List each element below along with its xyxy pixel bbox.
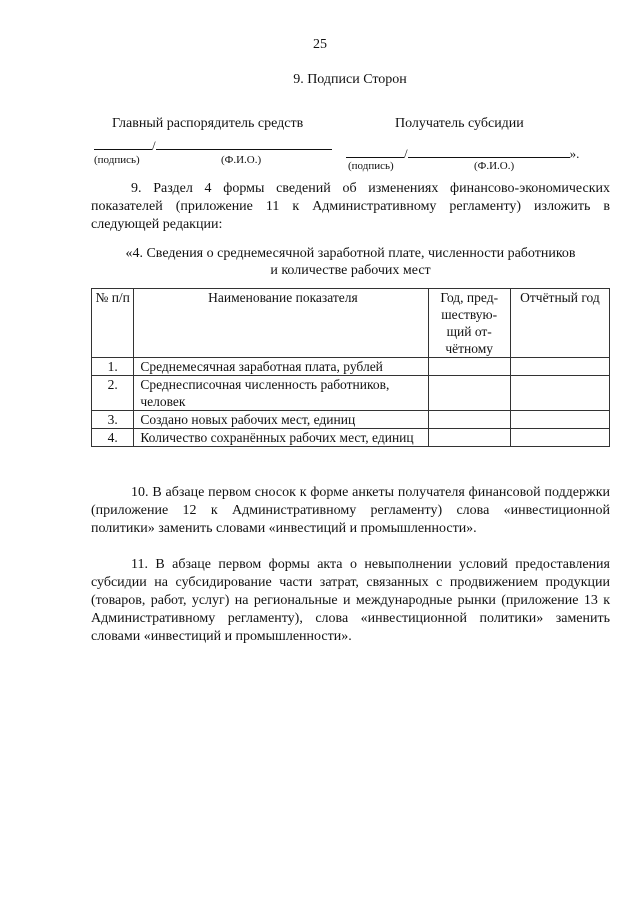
row-prev [428,358,510,376]
page-number: 25 [313,37,327,52]
header-num: № п/п [92,289,134,358]
table-row [92,429,610,447]
right-signature-line: / ». [346,146,579,162]
left-signature-line: / [94,138,332,154]
row-num: 1. [92,358,134,376]
row-prev [428,429,510,447]
row-num: 4. [92,429,134,447]
row-name: Среднесписочная численность работников, человек [134,376,428,411]
row-name: Количество сохранённых рабочих мест, единиц [134,429,428,447]
table-row [92,358,610,376]
row-name: Создано новых рабочих мест, единиц [134,411,428,429]
section-title-line-1: «4. Сведения о среднемесячной заработной плате, численности работников [125,246,576,261]
right-party-label: Получатель субсидии [395,116,524,131]
header-name: Наименование показателя [134,289,428,358]
header-prev-year: Год, пред-шествую-щий от-чётному [428,289,510,358]
section-title [91,245,610,279]
row-prev [428,411,510,429]
paragraph-11: 11. В абзаце первом формы акта о невыполнении условий предоставления субсидии на субсидирование части затрат, связанных с продвижением продукции (товаров, работ, услуг) на региональные и международные рынки (приложение 13 к Административному регламенту), слова «инвестиционной политики» заменить словами «инвестиций и промышленности». [91,557,610,644]
left-caption-name: (Ф.И.О.) [221,154,262,166]
table-row [92,376,610,411]
table-row [92,411,610,429]
right-caption-sign: (подпись) [348,160,394,172]
section-title-line-2: и количестве рабочих мест [270,263,431,278]
row-num: 2. [92,376,134,411]
table-header-row [92,289,610,358]
row-prev [428,376,510,411]
row-report [510,411,609,429]
row-num: 3. [92,411,134,429]
paragraph-10: 10. В абзаце первом сносок к форме анкеты получателя финансовой поддержки (приложение 12 к Административному регламенту) слова «инвестиционной политики» заменить словами «инвестиций и промышленности». [91,485,610,536]
signatures-heading: 9. Подписи Сторон [293,72,407,87]
row-report [510,376,609,411]
indicators-table [91,288,610,447]
row-report [510,358,609,376]
left-party-label: Главный распорядитель средств [112,116,304,131]
row-report [510,429,609,447]
paragraph-9: 9. Раздел 4 формы сведений об изменениях финансово-экономических показателей (приложение 11 к Административному регламенту) изложить в следующей редакции: [91,181,610,232]
right-caption-name: (Ф.И.О.) [474,160,515,172]
row-name: Среднемесячная заработная плата, рублей [134,358,428,376]
left-caption-sign: (подпись) [94,154,140,166]
header-report-year: Отчётный год [510,289,609,358]
